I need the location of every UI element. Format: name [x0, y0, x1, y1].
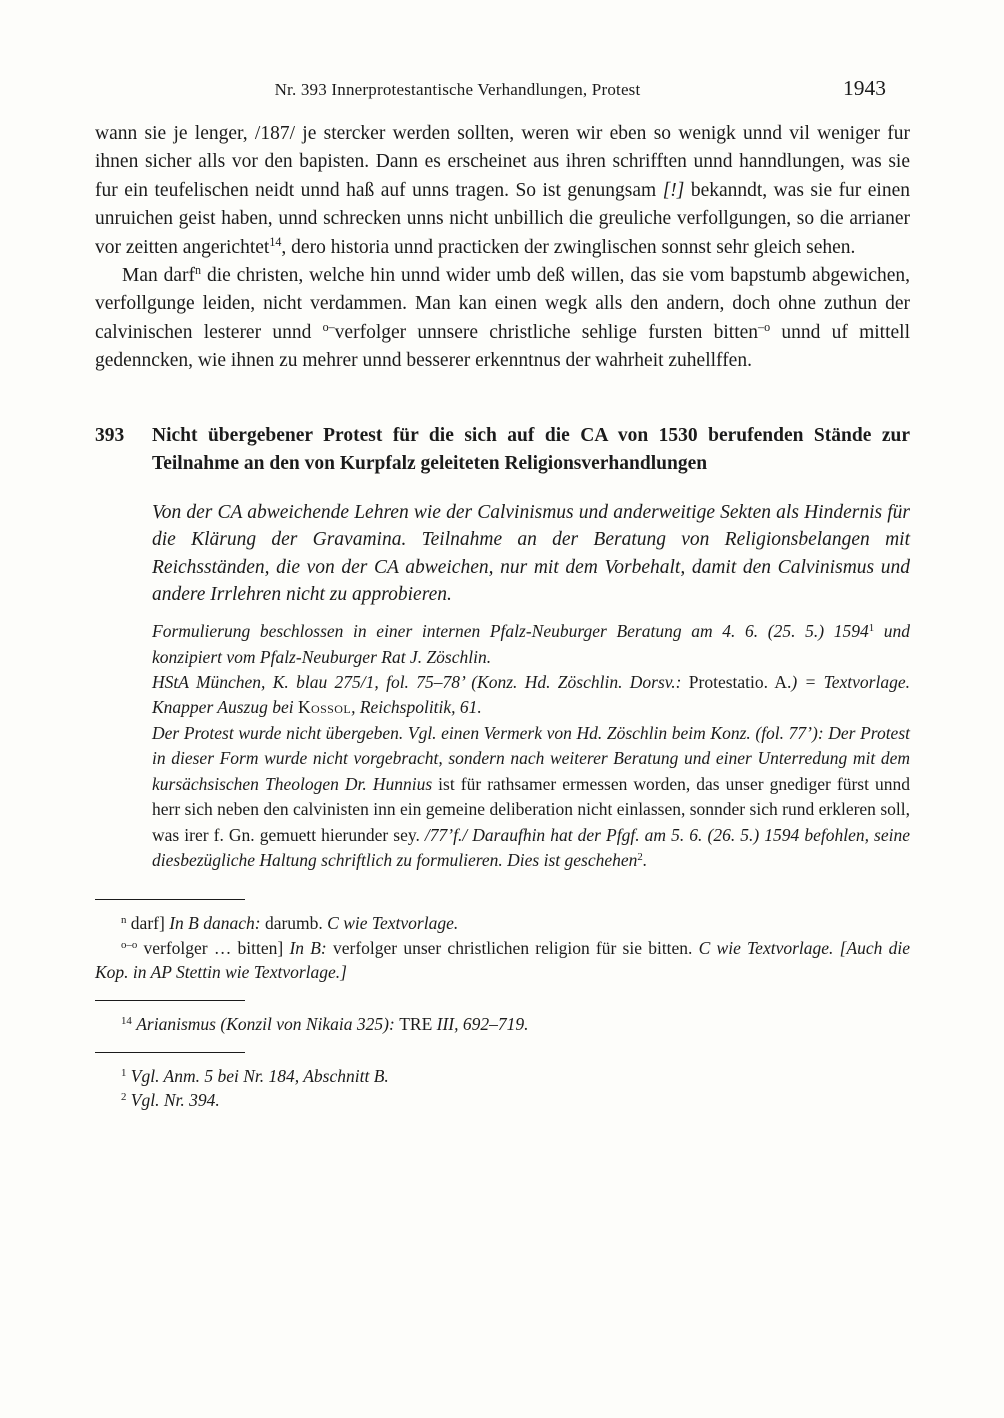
footnote-1: $^1$ Vgl. Anm. 5 bei Nr. 184, Abschnitt B.: [121, 1066, 389, 1087]
provenance-paragraph-2: HStA München, K. blau 275/1, fol. 75–78’ (Konz. Hd. Zöschlin. Dorsv.: Protestatio. A.) = Textvorlage. Knapper Auszug bei Kossol, Reichspolitik, 61.: [152, 672, 910, 718]
apparatus-block: [95, 911, 910, 984]
running-title: Nr. 393 Innerprotestantische Verhandlungen, Protest: [274, 80, 641, 99]
apparatus-note-o: $^{o-o}$ verfolger … bitten] In B: verfolger unser christlichen religion für sie bitten. C wie Textvorlage. [Auch die Kop. in AP Stettin wie Textvorlage.]: [95, 937, 910, 982]
footnote-rule-14: [95, 1000, 245, 1001]
page-number: 1943: [843, 76, 886, 100]
footnote-14: $^{14}$ Arianismus (Konzil von Nikaia 325): TRE III, 692–719.: [121, 1013, 529, 1034]
provenance-paragraph-3: Der Protest wurde nicht übergeben. Vgl. einen Vermerk von Hd. Zöschlin beim Konz. (fol. 77’): Der Protest in dieser Form wurde nicht vorgebracht, sondern nach weiterer Beratung und einer Unterredung mit dem kursächsischen Theologen Dr. Hunnius ist für rathsamer ermessen worden, das unser gnediger fürst unnd herr sich neben den calvinisten inn ein gemeine deliberation nicht einlassen, sonnder sich rund erkleren soll, was irer f. Gn. gemuett hierunder sey. /77’f./ Daraufhin hat der Pfgf. am 5. 6. (26. 5.) 1594 befohlen, seine diesbezügliche Haltung schriftlich zu formulieren. Dies ist geschehen$^2$.: [152, 722, 910, 870]
footnote-rule-numeric: [95, 1052, 245, 1053]
entry-heading: [95, 422, 910, 478]
apparatus-note-n: $^n$ darf] In B danach: darumb. C wie Textvorlage.: [121, 913, 459, 934]
entry-number: 393: [95, 424, 125, 446]
entry-title: Nicht übergebener Protest für die sich auf die CA von 1530 berufenden Stände zur Teilnahme an den von Kurpfalz geleiteten Religionsverhandlungen: [152, 424, 910, 474]
provenance-block: [152, 619, 910, 873]
entry-summary: Von der CA abweichende Lehren wie der Calvinismus und anderweitige Sekten als Hindernis für die Klärung der Gravamina. Teilnahme an der Beratung von Religionsbelangen mit Reichsständen, die von der CA abweichen, nur mit dem Vorbehalt, damit den Calvinismus und andere Irrlehren nicht zu approbieren.: [152, 502, 910, 605]
provenance-paragraph-1: Formulierung beschlossen in einer internen Pfalz-Neuburger Beratung am 4. 6. (25. 5.) 1594$^1$ und konzipiert vom Pfalz-Neuburger Rat J. Zöschlin.: [152, 621, 911, 667]
document-entry-393: [95, 422, 910, 874]
page-header: [95, 76, 910, 106]
body-paragraph-2: Man darf$^n$ die christen, welche hin unnd wider umb deß willen, das sie vom bapstumb abgewichen, verfollgunge leiden, nicht verdammen. Man kan einen wegk alls den andern, doch ohne zuthun der calvinischen lesterer unnd $^{o-}$verfolger unnsere christliche sehlige fursten bitten$^{-o}$ unnd uf mittell gedenncken, wie ihnen zu mehrer unnd besserer erkenntnus der wahrheit zuhellffen.: [95, 263, 911, 372]
footnote-2: $^2$ Vgl. Nr. 394.: [121, 1090, 220, 1111]
body-paragraph-1: wann sie je lenger, /187/ je stercker werden sollten, weren wir eben so wenigk unnd vil weniger fur ihnen sicher alls vor den bapisten. Dann es erscheinet aus ihren schrifften unnd hanndlungen, was sie fur ein teufelischen neidt unnd haß auf unns tragen. So ist genungsam [!] bekanndt, was sie fur einen unruichen geist haben, unnd schrecken unns nicht unbillich die greuliche verfollgungen, so die arrianer vor zeitten angerichtet$^{14}$, dero historia unnd practicken der zwinglischen sonnst sehr gleich sehen.: [95, 123, 910, 258]
apparatus-rule: [95, 899, 245, 900]
